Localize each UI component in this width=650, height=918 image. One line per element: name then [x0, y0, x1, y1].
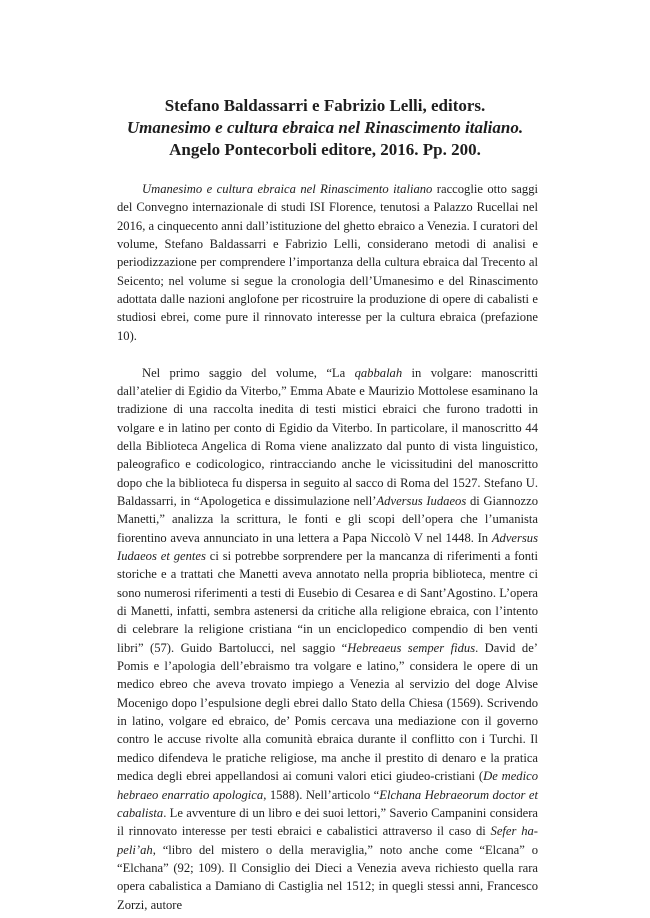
text-segment: . Le avventure di un libro e dei suoi lettori,” Saverio Campanini considera il rinnovato interesse per testi ebraici e cabalistici attraverso il caso di: [117, 805, 538, 839]
publisher-line: Angelo Pontecorboli editore, 2016. Pp. 200.: [169, 140, 481, 159]
text-segment: raccoglie otto saggi del Convegno internazionale di studi ISI Florence, tenutosi a Palazzo Rucellai nel 2016, a cinquecento anni dall’istituzione del ghetto ebraico a Venezia. I curatori del volume, Stefano Baldassarri e Fabrizio Lelli, considerano metodi di analisi e periodizzazione per comprendere l’importanza della cultura ebraica dal Trecento al Seicento; nel volume si segue la cronologia dell’Umanesimo e del Rinascimento adottata dalle nazioni anglofone per ricostruire la produzione di opere di cabalisti e studiosi ebrei, come pure il rinnovato interesse per la cultura ebraica (prefazione 10).: [117, 182, 538, 343]
text-segment: in volgare: manoscritti dall’atelier di Egidio da Viterbo,” Emma Abate e Maurizio Mottolese esaminano la tradizione di una raccolta inedita di testi mistici ebraici che furono tradotti in volgare e in latino per conto di Egidio da Viterbo. In particolare, il manoscritto 44 della Biblioteca Angelica di Roma viene analizzato dal punto di vista linguistico, paleografico e codicologico, rintracciando anche le vicissitudini del manoscritto dopo che la biblioteca fu dispersa in seguito al sacco di Roma del 1527. Stefano U. Baldassarri, in “Apologetica e dissimulazione nell’: [117, 365, 538, 508]
italic-text-segment: Adversus Iudaeos et gentes: [117, 530, 538, 564]
italic-text-segment: Sefer ha-peli’ah: [117, 824, 538, 857]
text-segment: ci si potrebbe sorprendere per la mancanza di riferimenti a fonti storiche e a trattati che Manetti aveva annotato nella propria biblioteca, mentre ci sono numerosi riferimenti a testi di Eusebio di Cesarea e di Sant’Agostino. L’opera di Manetti, infatti, sembra astenersi da critiche alla religione ebraica, con l’intento di celebrare la religione cristiana “in un enciclopedico compendio di ben venti libri” (57). Guido Bartolucci, nel saggio “: [117, 549, 538, 655]
review-body: [117, 180, 538, 914]
italic-text-segment: De medico hebraeo enarratio apologica: [117, 769, 538, 802]
text-segment: , “libro del mistero o della meraviglia,” noto anche come “Elcana” o “Elchana” (92; 109). Il Consiglio dei Dieci a Venezia aveva richiesto quella rara opera cabalistica a Damiano di Castiglia nel 1512; in quegli stessi anni, Francesco Zorzi, autore: [117, 842, 538, 912]
book-title: Umanesimo e cultura ebraica nel Rinascimento italiano.: [126, 118, 524, 137]
italic-text-segment: qabbalah: [354, 365, 403, 380]
text-segment: , 1588). Nell’articolo “: [263, 787, 380, 802]
text-segment: . David de’ Pomis e l’apologia dell’ebraismo tra volgare e latino,” considera le opere di un medico ebreo che aveva trovato impiego a Venezia al servizio del doge Alvise Mocenigo dopo l’espulsione degli ebrei dallo Stato della Chiesa (1569). Scrivendo in latino, volgare ed ebraico, de’ Pomis cercava una mediazione con il governo contro le accuse rivolte alla comunità ebraica durante il conflitto con i Turchi. Il medico difendeva le pratiche religiose, ma anche il prestito di denaro e la pratica medica degli ebrei appellandosi ai comuni valori etici giudeo-cristiani (: [117, 640, 538, 784]
text-segment: di Giannozzo Manetti,” analizza la scrittura, le fonti e gli scopi dell’opera che l’umanista fiorentino aveva annunciato in una lettera a Papa Niccolò V nel 1448. In: [117, 494, 538, 545]
italic-text-segment: Umanesimo e cultura ebraica nel Rinascimento italiano: [142, 182, 433, 196]
review-header: [0, 95, 650, 161]
italic-text-segment: Elchana Hebraeorum doctor et cabalista: [117, 787, 538, 820]
paragraph-1: [117, 180, 538, 345]
editors-line: Stefano Baldassarri e Fabrizio Lelli, editors.: [164, 96, 486, 115]
paragraph-2: [117, 364, 538, 914]
italic-text-segment: Adversus Iudaeos: [376, 494, 467, 508]
text-segment: Nel primo saggio del volume, “La: [142, 365, 355, 380]
italic-text-segment: Hebreaeus semper fidus: [347, 640, 476, 655]
